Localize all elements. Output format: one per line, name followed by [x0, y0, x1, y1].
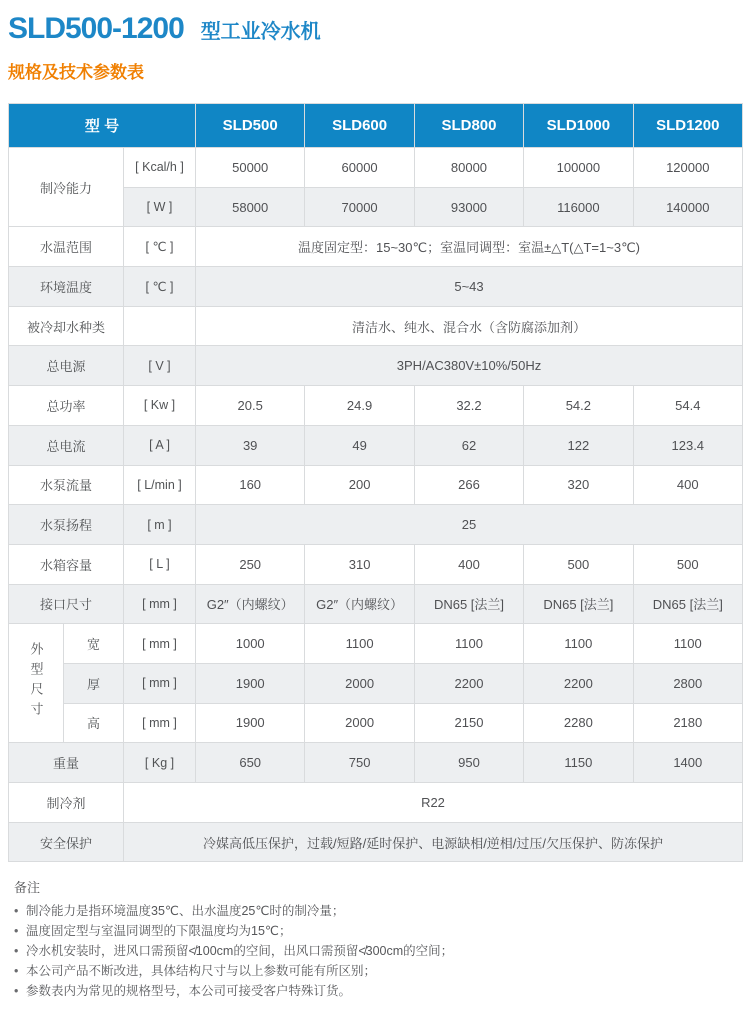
value-cell: 116000 — [524, 187, 633, 227]
value-cell: 950 — [414, 743, 523, 783]
table-row — [9, 663, 743, 703]
value-cell: 1400 — [633, 743, 742, 783]
bullet-icon: • — [14, 904, 19, 919]
row-label: 制冷剂 — [9, 783, 124, 823]
table-row — [9, 465, 743, 505]
row-label: 环境温度 — [9, 267, 124, 307]
merged-value-cell: 清洁水、纯水、混合水（含防腐添加剂） — [196, 306, 743, 346]
value-cell: 93000 — [414, 187, 523, 227]
table-row — [9, 227, 743, 267]
merged-value-cell: 5~43 — [196, 267, 743, 307]
value-cell: 266 — [414, 465, 523, 505]
value-cell: 100000 — [524, 148, 633, 188]
value-cell: 2000 — [305, 663, 414, 703]
column-header: SLD500 — [196, 104, 305, 148]
table-row — [9, 624, 743, 664]
value-cell: G2″（内螺纹） — [305, 584, 414, 624]
value-cell: 2200 — [414, 663, 523, 703]
table-row — [9, 743, 743, 783]
bullet-icon: • — [14, 984, 19, 999]
unit-cell: [ ℃ ] — [124, 267, 196, 307]
value-cell: 1150 — [524, 743, 633, 783]
row-label: 安全保护 — [9, 822, 124, 862]
value-cell: 1100 — [524, 624, 633, 664]
value-cell: 400 — [414, 544, 523, 584]
value-cell: 54.4 — [633, 386, 742, 426]
column-header: SLD800 — [414, 104, 523, 148]
unit-cell: [ Kg ] — [124, 743, 196, 783]
table-row — [9, 306, 743, 346]
spec-table-header — [9, 104, 743, 148]
value-cell: 250 — [196, 544, 305, 584]
merged-value-cell: 温度固定型：15~30℃；室温同调型：室温±△T(△T=1~3℃) — [196, 227, 743, 267]
value-cell: 123.4 — [633, 425, 742, 465]
dimension-sublabel: 厚 — [64, 663, 124, 703]
bullet-icon: • — [14, 924, 19, 939]
column-header: SLD1000 — [524, 104, 633, 148]
table-row — [9, 386, 743, 426]
row-label: 总电流 — [9, 425, 124, 465]
value-cell: 60000 — [305, 148, 414, 188]
table-row — [9, 346, 743, 386]
unit-cell: [ V ] — [124, 346, 196, 386]
row-label: 总电源 — [9, 346, 124, 386]
row-label: 接口尺寸 — [9, 584, 124, 624]
value-cell: DN65 [法兰] — [633, 584, 742, 624]
column-header: SLD1200 — [633, 104, 742, 148]
unit-cell: [ m ] — [124, 505, 196, 545]
vertical-row-label — [9, 624, 64, 743]
note-text: 温度固定型与室温同调型的下限温度均为15℃； — [26, 924, 292, 939]
value-cell: 1100 — [414, 624, 523, 664]
unit-cell: [ mm ] — [124, 624, 196, 664]
value-cell: 1100 — [305, 624, 414, 664]
value-cell: 32.2 — [414, 386, 523, 426]
page-title-suffix: 型工业冷水机 — [200, 21, 321, 43]
row-label: 水泵扬程 — [9, 505, 124, 545]
table-row — [9, 783, 743, 823]
note-item — [14, 941, 742, 961]
value-cell: 140000 — [633, 187, 742, 227]
unit-cell: [ ℃ ] — [124, 227, 196, 267]
row-label: 被冷却水种类 — [9, 306, 124, 346]
unit-cell: [ mm ] — [124, 703, 196, 743]
value-cell: 650 — [196, 743, 305, 783]
row-label: 总功率 — [9, 386, 124, 426]
value-cell: 500 — [633, 544, 742, 584]
merged-value-cell: 冷媒高低压保护，过载/短路/延时保护、电源缺相/逆相/过压/欠压保护、防冻保护 — [124, 822, 743, 862]
value-cell: G2″（内螺纹） — [196, 584, 305, 624]
value-cell: 24.9 — [305, 386, 414, 426]
row-label: 制冷能力 — [9, 148, 124, 227]
value-cell: 20.5 — [196, 386, 305, 426]
unit-cell: [ mm ] — [124, 663, 196, 703]
value-cell: 500 — [524, 544, 633, 584]
value-cell: 320 — [524, 465, 633, 505]
value-cell: 50000 — [196, 148, 305, 188]
value-cell: 1000 — [196, 624, 305, 664]
notes-list — [14, 901, 742, 1001]
row-label: 水箱容量 — [9, 544, 124, 584]
column-header: SLD600 — [305, 104, 414, 148]
section-subtitle: 规格及技术参数表 — [8, 63, 144, 82]
value-cell: 2000 — [305, 703, 414, 743]
unit-cell: [ Kw ] — [124, 386, 196, 426]
value-cell: 122 — [524, 425, 633, 465]
dimension-sublabel: 高 — [64, 703, 124, 743]
value-cell: 1900 — [196, 703, 305, 743]
table-row — [9, 703, 743, 743]
value-cell: 54.2 — [524, 386, 633, 426]
note-text: 参数表内为常见的规格型号，本公司可接受客户特殊订货。 — [26, 984, 352, 999]
table-row — [9, 148, 743, 188]
merged-value-cell: 3PH/AC380V±10%/50Hz — [196, 346, 743, 386]
value-cell: 62 — [414, 425, 523, 465]
spec-table-body — [9, 148, 743, 862]
row-label: 重量 — [9, 743, 124, 783]
value-cell: 49 — [305, 425, 414, 465]
unit-cell: [ W ] — [124, 187, 196, 227]
model-column-header: 型 号 — [9, 104, 196, 148]
value-cell: 2180 — [633, 703, 742, 743]
value-cell: 1900 — [196, 663, 305, 703]
unit-cell: [ A ] — [124, 425, 196, 465]
value-cell: 120000 — [633, 148, 742, 188]
value-cell: 310 — [305, 544, 414, 584]
table-row — [9, 425, 743, 465]
value-cell: 200 — [305, 465, 414, 505]
note-item — [14, 961, 742, 981]
value-cell: 400 — [633, 465, 742, 505]
merged-value-cell: 25 — [196, 505, 743, 545]
note-text: 冷水机安装时，进风口需预留≮100cm的空间，出风口需预留≮300cm的空间； — [26, 944, 454, 959]
table-row — [9, 505, 743, 545]
unit-cell: [ L/min ] — [124, 465, 196, 505]
spec-table-header-row — [9, 104, 743, 148]
note-text: 本公司产品不断改进，具体结构尺寸与以上参数可能有所区别； — [26, 964, 377, 979]
value-cell: 750 — [305, 743, 414, 783]
vertical-label-text: 外型尺寸 — [28, 641, 44, 722]
merged-value-cell: R22 — [124, 783, 743, 823]
table-row — [9, 822, 743, 862]
note-item — [14, 901, 742, 921]
bullet-icon: • — [14, 964, 19, 979]
value-cell: 70000 — [305, 187, 414, 227]
value-cell: 2200 — [524, 663, 633, 703]
unit-cell — [124, 306, 196, 346]
table-row — [9, 544, 743, 584]
bullet-icon: • — [14, 944, 19, 959]
unit-cell: [ Kcal/h ] — [124, 148, 196, 188]
page-title — [8, 6, 742, 48]
page-title-model: SLD500-1200 — [8, 12, 184, 45]
table-row — [9, 584, 743, 624]
value-cell: DN65 [法兰] — [414, 584, 523, 624]
table-row — [9, 267, 743, 307]
value-cell: 39 — [196, 425, 305, 465]
value-cell: 2150 — [414, 703, 523, 743]
dimension-sublabel: 宽 — [64, 624, 124, 664]
value-cell: 2800 — [633, 663, 742, 703]
unit-cell: [ L ] — [124, 544, 196, 584]
notes-section — [8, 878, 742, 1001]
value-cell: 1100 — [633, 624, 742, 664]
notes-heading: 备注 — [14, 880, 41, 896]
row-label: 水温范围 — [9, 227, 124, 267]
row-label: 水泵流量 — [9, 465, 124, 505]
note-item — [14, 921, 742, 941]
value-cell: 58000 — [196, 187, 305, 227]
value-cell: 80000 — [414, 148, 523, 188]
value-cell: DN65 [法兰] — [524, 584, 633, 624]
spec-table — [8, 103, 743, 862]
unit-cell: [ mm ] — [124, 584, 196, 624]
note-item — [14, 981, 742, 1001]
note-text: 制冷能力是指环境温度35℃、出水温度25℃时的制冷量； — [26, 904, 345, 919]
value-cell: 160 — [196, 465, 305, 505]
value-cell: 2280 — [524, 703, 633, 743]
